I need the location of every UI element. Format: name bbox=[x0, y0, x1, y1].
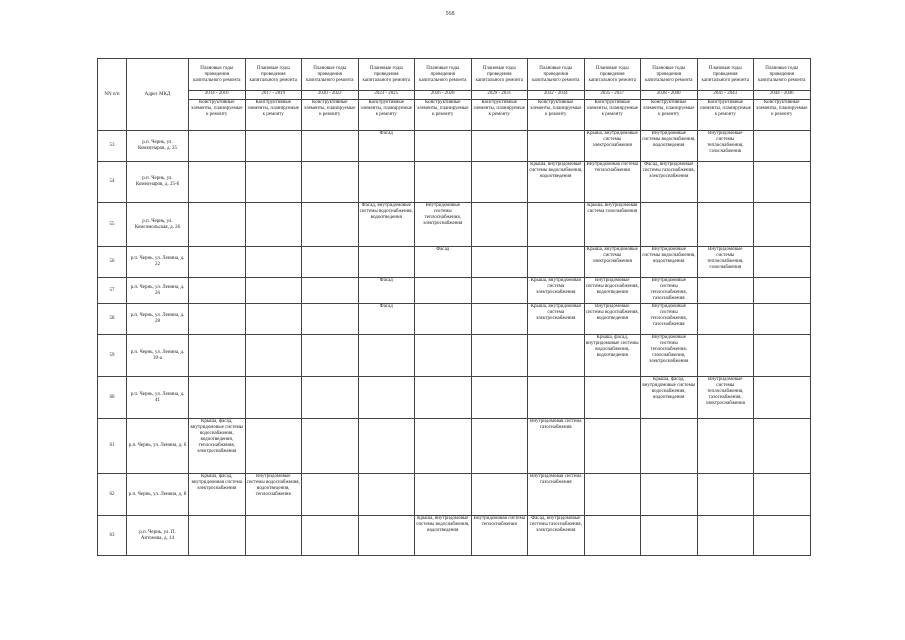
schedule-cell bbox=[471, 474, 528, 516]
row-address: р.п. Чернь, ул. Коммунаров, д. 25-б bbox=[127, 162, 189, 203]
schedule-cell bbox=[415, 278, 472, 304]
schedule-cell bbox=[302, 247, 359, 278]
header-row-titles bbox=[98, 59, 811, 91]
row-address: р.п. Чернь, ул. Ленина, д. 28 bbox=[127, 304, 189, 335]
schedule-cell bbox=[189, 516, 246, 556]
period-elements-1: Конструктивные элементы, планируемые к ремонту bbox=[245, 100, 302, 131]
schedule-cell: Крыша, внутридомовые системы электроснабжения bbox=[584, 131, 641, 162]
period-years-10: 2044 - 2046 bbox=[754, 91, 811, 100]
schedule-cell: Внутридомовая система газоснабжения bbox=[528, 419, 585, 474]
schedule-cell bbox=[471, 377, 528, 419]
table-row bbox=[98, 247, 811, 278]
row-number: 53 bbox=[98, 131, 127, 162]
period-elements-10: Конструктивные элементы, планируемые к ремонту bbox=[754, 100, 811, 131]
schedule-cell bbox=[358, 516, 415, 556]
schedule-cell: Внутридомовая система газоснабжения bbox=[528, 474, 585, 516]
period-years-2: 2020 - 2022 bbox=[302, 91, 359, 100]
schedule-cell bbox=[641, 203, 698, 247]
schedule-cell: Внутридомовая система теплоснабжения bbox=[584, 162, 641, 203]
schedule-cell: Крыша, фасад, внутридомовая система электроснабжения bbox=[189, 474, 246, 516]
schedule-cell bbox=[528, 131, 585, 162]
period-title-0: Плановые годы проведения капитального ремонта bbox=[189, 59, 246, 91]
schedule-cell bbox=[528, 203, 585, 247]
schedule-cell bbox=[415, 131, 472, 162]
schedule-cell bbox=[584, 377, 641, 419]
schedule-cell bbox=[471, 247, 528, 278]
schedule-cell bbox=[189, 335, 246, 377]
row-address: р.п. Чернь, ул. П. Антонова, д. 14 bbox=[127, 516, 189, 556]
schedule-cell bbox=[697, 203, 754, 247]
period-years-3: 2023 - 2025 bbox=[358, 91, 415, 100]
row-address: р.п. Чернь, ул. Коммунаров, д. 25 bbox=[127, 131, 189, 162]
schedule-cell bbox=[641, 474, 698, 516]
schedule-cell bbox=[754, 203, 811, 247]
schedule-cell bbox=[245, 162, 302, 203]
schedule-cell bbox=[245, 335, 302, 377]
schedule-cell bbox=[302, 335, 359, 377]
repair-schedule-table bbox=[97, 58, 811, 556]
schedule-cell bbox=[697, 162, 754, 203]
schedule-cell bbox=[697, 278, 754, 304]
period-elements-8: Конструктивные элементы, планируемые к ремонту bbox=[641, 100, 698, 131]
column-header-address: Адрес МКД bbox=[127, 59, 189, 131]
schedule-cell: Внутридомовые системы водоснабжения, водоотведения, теплоснабжения bbox=[245, 474, 302, 516]
schedule-cell bbox=[302, 131, 359, 162]
schedule-cell bbox=[754, 377, 811, 419]
period-years-7: 2035 - 2037 bbox=[584, 91, 641, 100]
schedule-cell: Фасад, внутридомовые системы водоснабжения, водоотведения bbox=[358, 203, 415, 247]
period-title-2: Плановые годы проведения капитального ремонта bbox=[302, 59, 359, 91]
table-row bbox=[98, 377, 811, 419]
schedule-cell: Внутридомовые системы теплоснабжения, газоснабжения bbox=[641, 304, 698, 335]
schedule-cell bbox=[697, 516, 754, 556]
schedule-cell bbox=[245, 278, 302, 304]
schedule-cell bbox=[302, 419, 359, 474]
schedule-cell bbox=[754, 419, 811, 474]
schedule-cell bbox=[358, 162, 415, 203]
schedule-cell bbox=[302, 278, 359, 304]
schedule-cell bbox=[584, 516, 641, 556]
schedule-cell: Внутридомовые системы водоснабжения, водоотведения bbox=[641, 247, 698, 278]
row-address: р.п. Чернь, ул. Ленина, д. 41 bbox=[127, 377, 189, 419]
schedule-cell bbox=[245, 377, 302, 419]
period-years-0: 2014 - 2016 bbox=[189, 91, 246, 100]
schedule-cell bbox=[471, 335, 528, 377]
schedule-cell: Крыша, фасад, внутридомовые системы водоснабжения, водоотведения, теплоснабжения, электроснабжения bbox=[189, 419, 246, 474]
period-years-6: 2032 - 2034 bbox=[528, 91, 585, 100]
schedule-cell bbox=[754, 304, 811, 335]
period-elements-7: Конструктивные элементы, планируемые к ремонту bbox=[584, 100, 641, 131]
row-address: р.п. Чернь, ул. Ленина, д. 26 bbox=[127, 278, 189, 304]
schedule-cell: Внутридомовые системы теплоснабжения, газоснабжения bbox=[697, 247, 754, 278]
schedule-cell: Внутридомовые системы водоснабжения, водоотведения bbox=[641, 131, 698, 162]
row-number: 62 bbox=[98, 474, 127, 516]
schedule-cell bbox=[528, 335, 585, 377]
row-address: р.п. Чернь, ул. Комсомольская, д. 26 bbox=[127, 203, 189, 247]
row-number: 63 bbox=[98, 516, 127, 556]
schedule-cell bbox=[302, 162, 359, 203]
schedule-cell bbox=[358, 335, 415, 377]
schedule-cell bbox=[754, 131, 811, 162]
schedule-cell bbox=[189, 162, 246, 203]
schedule-cell bbox=[245, 304, 302, 335]
schedule-cell bbox=[471, 162, 528, 203]
schedule-cell bbox=[415, 377, 472, 419]
schedule-cell bbox=[415, 162, 472, 203]
table-row bbox=[98, 203, 811, 247]
schedule-cell bbox=[754, 278, 811, 304]
period-title-9: Плановые годы проведения капитального ремонта bbox=[697, 59, 754, 91]
schedule-cell: Внутридомовые системы водоснабжения, водоотведения bbox=[584, 278, 641, 304]
column-header-number: NN п/п bbox=[98, 59, 127, 131]
schedule-cell bbox=[189, 377, 246, 419]
schedule-cell bbox=[358, 419, 415, 474]
period-elements-0: Конструктивные элементы, планируемые к ремонту bbox=[189, 100, 246, 131]
schedule-cell bbox=[358, 474, 415, 516]
schedule-cell: Внутридомовая система теплоснабжения bbox=[471, 516, 528, 556]
schedule-cell bbox=[302, 377, 359, 419]
schedule-cell: Крыша, внутридомовые системы водоснабжения, водоотведения bbox=[528, 162, 585, 203]
period-title-5: Плановые годы проведения капитального ремонта bbox=[471, 59, 528, 91]
period-elements-4: Конструктивные элементы, планируемые к ремонту bbox=[415, 100, 472, 131]
period-title-6: Плановые годы проведения капитального ремонта bbox=[528, 59, 585, 91]
schedule-cell bbox=[471, 304, 528, 335]
period-years-4: 2026 - 2028 bbox=[415, 91, 472, 100]
schedule-cell bbox=[471, 203, 528, 247]
schedule-cell: Крыша, фасад, внутридомовые системы водоснабжения, водоотведения bbox=[641, 377, 698, 419]
table-row bbox=[98, 516, 811, 556]
row-number: 60 bbox=[98, 377, 127, 419]
table-row bbox=[98, 335, 811, 377]
period-elements-6: Конструктивные элементы, планируемые к ремонту bbox=[528, 100, 585, 131]
schedule-cell bbox=[754, 247, 811, 278]
schedule-cell bbox=[189, 278, 246, 304]
schedule-cell bbox=[584, 419, 641, 474]
schedule-cell bbox=[302, 474, 359, 516]
schedule-cell bbox=[754, 516, 811, 556]
schedule-cell bbox=[189, 247, 246, 278]
schedule-cell: Внутридомовые системы теплоснабжения, газоснабжения, электроснабжения bbox=[641, 335, 698, 377]
period-title-3: Плановые годы проведения капитального ремонта bbox=[358, 59, 415, 91]
table-row bbox=[98, 419, 811, 474]
schedule-cell bbox=[697, 335, 754, 377]
schedule-cell bbox=[245, 516, 302, 556]
schedule-cell bbox=[245, 131, 302, 162]
schedule-cell bbox=[189, 203, 246, 247]
schedule-cell bbox=[754, 474, 811, 516]
row-address: р.п. Чернь, ул. Ленина, д. 8 bbox=[127, 474, 189, 516]
schedule-cell: Внутридомовые системы теплоснабжения, газоснабжения bbox=[697, 131, 754, 162]
schedule-cell bbox=[471, 131, 528, 162]
schedule-cell: Внутридомовые системы теплоснабжения, газоснабжения, электроснабжения bbox=[697, 377, 754, 419]
row-address: р.п. Чернь, ул. Ленина, д. 39-а bbox=[127, 335, 189, 377]
schedule-cell: Внутридомовые системы водоснабжения, водоотведения bbox=[584, 304, 641, 335]
period-title-1: Плановые годы проведения капитального ремонта bbox=[245, 59, 302, 91]
table-row bbox=[98, 162, 811, 203]
schedule-cell bbox=[415, 474, 472, 516]
row-number: 61 bbox=[98, 419, 127, 474]
schedule-cell bbox=[641, 419, 698, 474]
schedule-cell bbox=[302, 304, 359, 335]
schedule-cell: Крыша, внутридомовые системы водоснабжения, водоотведения bbox=[415, 516, 472, 556]
schedule-cell: Внутридомовые системы теплоснабжения, электроснабжения bbox=[415, 203, 472, 247]
schedule-cell: Фасад, внутридомовые системы газоснабжения, электроснабжения bbox=[528, 516, 585, 556]
schedule-cell bbox=[302, 516, 359, 556]
schedule-cell bbox=[471, 419, 528, 474]
table-row bbox=[98, 474, 811, 516]
schedule-cell bbox=[754, 335, 811, 377]
period-elements-5: Конструктивные элементы, планируемые к ремонту bbox=[471, 100, 528, 131]
period-years-8: 2038 - 2040 bbox=[641, 91, 698, 100]
schedule-cell: Крыша, внутридомовая система газоснабжения bbox=[584, 203, 641, 247]
schedule-cell bbox=[641, 516, 698, 556]
schedule-cell bbox=[245, 419, 302, 474]
table-body bbox=[98, 131, 811, 556]
schedule-cell bbox=[189, 131, 246, 162]
table-row bbox=[98, 278, 811, 304]
schedule-cell: Фасад, внутридомовые системы газоснабжения, электроснабжения bbox=[641, 162, 698, 203]
schedule-cell: Крыша, внутридомовые системы электроснабжения bbox=[584, 247, 641, 278]
schedule-cell bbox=[697, 419, 754, 474]
table-row bbox=[98, 131, 811, 162]
row-number: 54 bbox=[98, 162, 127, 203]
period-elements-9: Конструктивные элементы, планируемые к ремонту bbox=[697, 100, 754, 131]
schedule-cell bbox=[358, 377, 415, 419]
period-title-4: Плановые годы проведения капитального ремонта bbox=[415, 59, 472, 91]
schedule-cell: Внутридомовые системы теплоснабжения, газоснабжения bbox=[641, 278, 698, 304]
schedule-cell bbox=[697, 304, 754, 335]
schedule-cell bbox=[528, 247, 585, 278]
header-row-years bbox=[98, 91, 811, 100]
header-row-elements bbox=[98, 100, 811, 131]
row-number: 57 bbox=[98, 278, 127, 304]
period-years-9: 2041 - 2043 bbox=[697, 91, 754, 100]
schedule-cell bbox=[415, 419, 472, 474]
period-years-5: 2029 - 2031 bbox=[471, 91, 528, 100]
schedule-cell: Крыша, внутридомовая система электроснабжения bbox=[528, 278, 585, 304]
schedule-cell bbox=[528, 377, 585, 419]
schedule-cell bbox=[415, 304, 472, 335]
period-title-8: Плановые годы проведения капитального ремонта bbox=[641, 59, 698, 91]
schedule-cell bbox=[245, 203, 302, 247]
schedule-cell: Фасад bbox=[358, 304, 415, 335]
period-elements-3: Конструктивные элементы, планируемые к ремонту bbox=[358, 100, 415, 131]
schedule-cell: Крыша, фасад, внутридомовые системы водоснабжения, водоотведения bbox=[584, 335, 641, 377]
period-title-10: Плановые годы проведения капитального ремонта bbox=[754, 59, 811, 91]
schedule-cell: Фасад bbox=[415, 247, 472, 278]
schedule-cell bbox=[302, 203, 359, 247]
row-number: 58 bbox=[98, 304, 127, 335]
schedule-cell bbox=[245, 247, 302, 278]
row-address: р.п. Чернь, ул. Ленина, д. 6 bbox=[127, 419, 189, 474]
schedule-cell bbox=[189, 304, 246, 335]
table-row bbox=[98, 304, 811, 335]
row-address: р.п. Чернь, ул. Ленина, д. 22 bbox=[127, 247, 189, 278]
schedule-cell: Фасад bbox=[358, 131, 415, 162]
page-number: 568 bbox=[445, 11, 455, 17]
schedule-cell: Фасад bbox=[358, 278, 415, 304]
row-number: 59 bbox=[98, 335, 127, 377]
schedule-cell bbox=[584, 474, 641, 516]
schedule-cell bbox=[415, 335, 472, 377]
schedule-cell: Крыша, внутридомовая система электроснабжения bbox=[528, 304, 585, 335]
schedule-cell bbox=[471, 278, 528, 304]
period-years-1: 2017 - 2019 bbox=[245, 91, 302, 100]
schedule-cell bbox=[358, 247, 415, 278]
row-number: 55 bbox=[98, 203, 127, 247]
period-title-7: Плановые годы проведения капитального ремонта bbox=[584, 59, 641, 91]
schedule-cell bbox=[754, 162, 811, 203]
period-elements-2: Конструктивные элементы, планируемые к ремонту bbox=[302, 100, 359, 131]
schedule-cell bbox=[697, 474, 754, 516]
row-number: 56 bbox=[98, 247, 127, 278]
